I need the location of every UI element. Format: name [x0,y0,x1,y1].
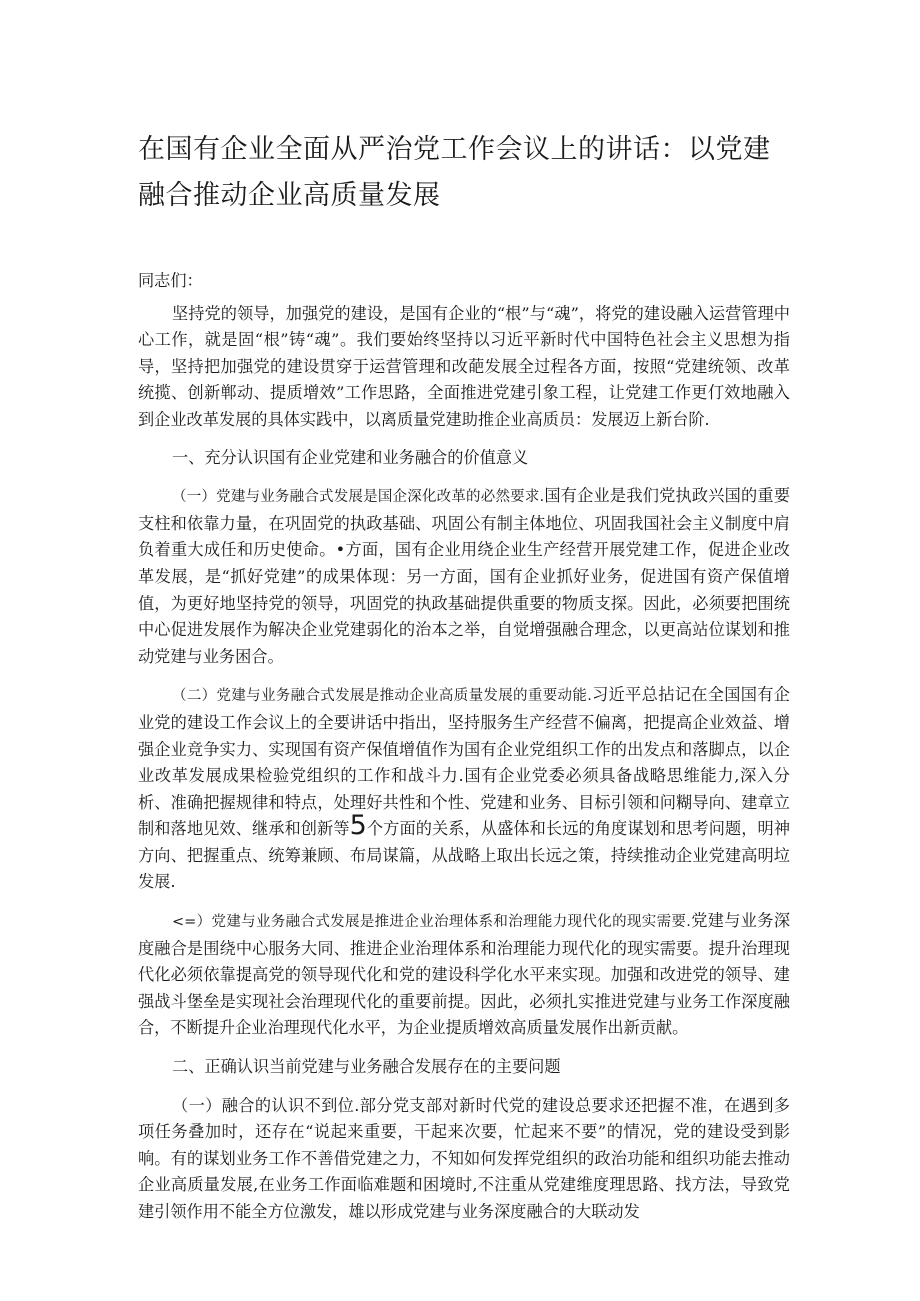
section-2-sub-1 [138,1093,790,1226]
section-1-sub-2-text-a: 习近平总拈记在全国国有企业党的建设工作会议上的全要讲话中指出，坚持服务生产经营不偏离，把提高企业效益、增强企业竞争实力、实现国有资产保值增值作为国有企业党组织工作的出发点和落脚点，以企业改革发展成果检验党组织的工作和战斗力.国有企业党委必须具备战略思维能力,深入分析、准确把握规律和特点，处理好共性和个性、党建和业务、目标引领和问糊导向、建章立制和落地见效、继承和创新等 [138,685,790,839]
section-2-heading: 二、正确认识当前党建与业务融合发展存在的主要问题 [172,1057,561,1077]
section-1-sub-1-text: 国有企业是我们党执政兴国的重要支柱和依靠力量，在巩固党的执政基础、巩固公有制主体地位、巩固我国社会主义制度中肩负着重大成任和历史使命。•方面，国有企业用绕企业生产经营开展党建工作，促进企业改革发展，是“抓好党建”的成果体现：另一方面，国有企业抓好业务，促进国有资产保值增值，为更好地坚持党的领导，巩固党的执政基础提供重要的物质支探。因此，必须要把围统中心促进发展作为解决企业党建弱化的治本之举，自觉增强融合理念，以更高站位谋划和推动党建与业务困合。 [138,486,791,666]
section-1-sub-2 [138,682,790,896]
section-1-heading: 一、充分认识国有企业党建和业务融合的价值意义 [172,447,529,467]
section-2-sub-1-label: （一）融合的认识不到位. [172,1095,360,1115]
section-1-sub-2-label: （二）党建与业务融合式发展是推动企业高质量发展的重要动能. [172,688,592,705]
section-1-sub-1-label: （一）党建与业务融合式发展是国企深化改革的必然要求. [172,489,545,506]
section-1-sub-2-number: 5 [349,810,367,842]
section-1-sub-3 [138,908,790,1042]
document-title [138,127,798,219]
section-1-sub-2-text-b: 个方面的关系，从盛体和长远的角度谋划和思考问题，明神方向、把握重点、统筹兼顾、布局谋篇，从战略上取出长远之策，持续推动企业党建高明垃发展. [138,819,791,892]
section-1-sub-3-label: <=）党建与业务融合式发展是推进企业治理体系和治理能力现代化的现实需要. [172,914,691,931]
section-1-sub-1 [138,483,790,670]
section-2-sub-1-text: 部分党支部对新时代党的建设总要求还把握不准，在遇到多项任务叠加时，还存在“说起来重要，干起来次要，忙起来不要”的情况，党的建设受到影响。有的谋划业务工作不善借党建之力，不知如何发挥党组织的政治功能和组织功能去推动企业高质量发展,在业务工作面临难题和困境时,不注重从党建维度理思路、找方法，导致党建引领作用不能全方位激发，雄以形成党建与业务深度融合的大联动发 [138,1095,790,1221]
intro-paragraph: 坚持党的领导，加强党的建设，是国有企业的“根”与“魂”，将党的建设融入运营管理中心工作，就是固“根”铸“魂”。我们要始终坚持以习近平新时代中国特色社会主义思想为指导，坚持把加强党的建设贯穿于运营管理和改葩发展全过程各方面，按照“党建统领、改革统揽、创新郸动、提质增效”工作思路，全面推进党建引象工程，让党建工作更仃效地融入到企业改革发展的具体实践中，以离质量党建助推企业高质员：发展迈上新台阶. [138,303,790,429]
greeting: 同志们： [138,271,203,290]
title-line-2: 融合推动企业高质量发展 [138,180,441,211]
title-line-1: 在国有企业全面从严治党工作会议上的讲话：以党建 [138,134,771,165]
section-1-sub-3-text: 党建与业务深度融合是围绕中心服务大同、推进企业治理体系和治理能力现代化的现实需要。提升治理现代化必须依靠提高党的领导现代化和党的建设科学化水平来实现。加强和改进党的领导、建强战斗堡垒是实现社会治理现代化的重要前提。因此，必须扎实推进党建与业务工作深度融合，不断提升企业治理现代化水平，为企业提质增效高质量发展作出新贡献。 [138,911,791,1038]
document-body [138,268,790,1238]
